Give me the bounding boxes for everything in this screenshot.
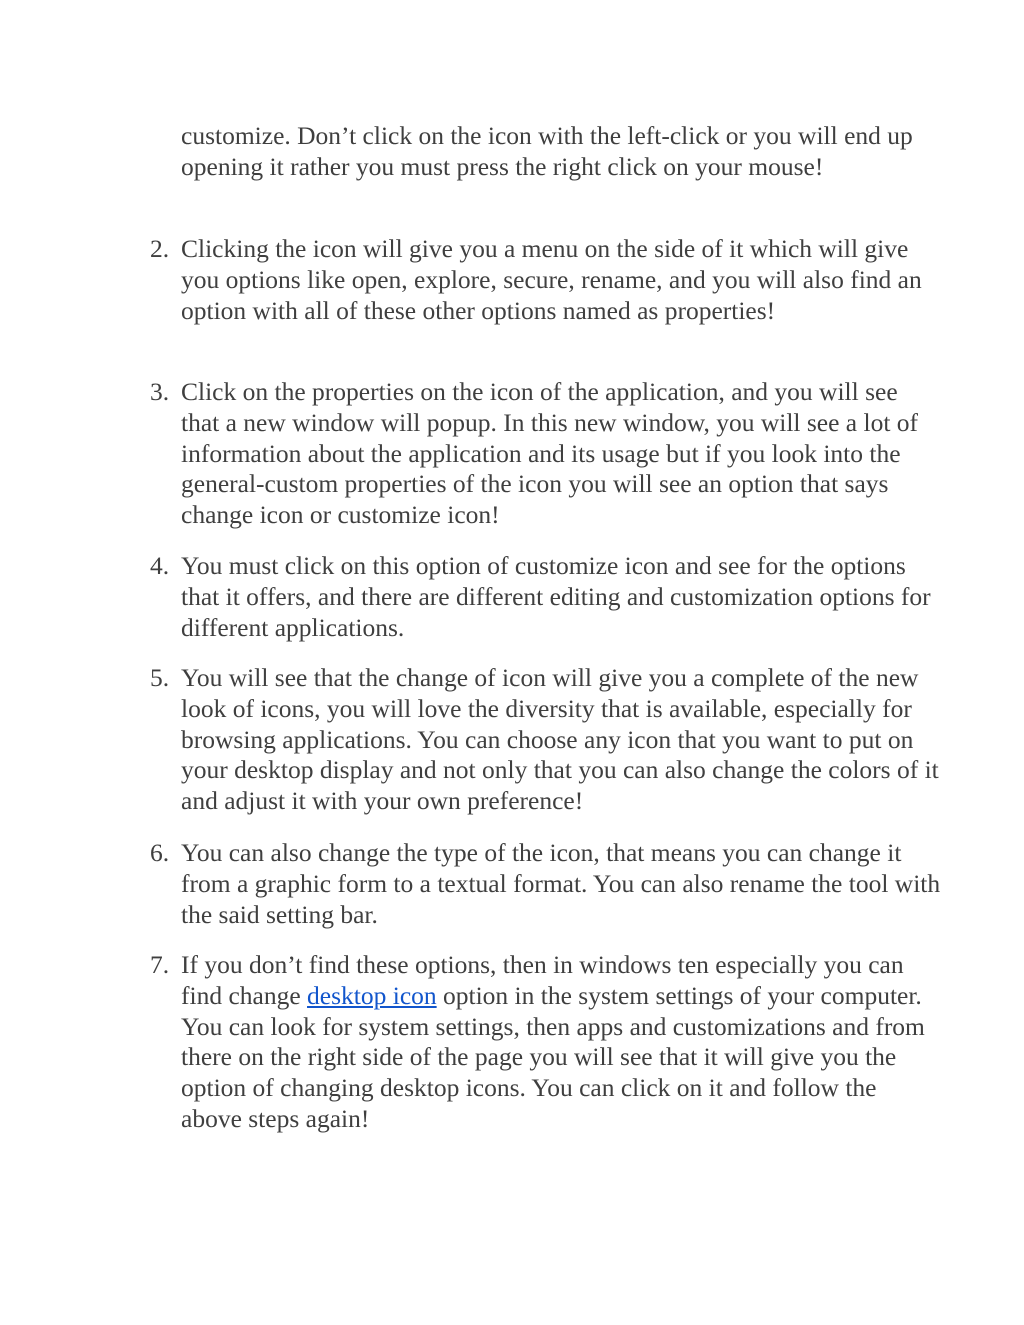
- text-before-link: If you don’t find these options, then in windows ten especially you can find change: [181, 950, 904, 1010]
- list-item-text: You can also change the type of the icon, that means you can change it from a graphic form to a textual format. You can also rename the tool with the said setting bar.: [181, 838, 941, 929]
- list-item-text: Clicking the icon will give you a menu on the side of it which will give you options like open, explore, secure, rename, and you will also find an option with all of these other options named as properties!: [181, 234, 922, 325]
- list-number: 6.: [150, 838, 170, 867]
- text-after-link: option in the system settings of your computer. You can look for system settings, then apps and customizations and from there on the right side of the page you will see that it will give you the option of changing desktop icons. You can click on it and follow the above steps again!: [181, 980, 925, 1133]
- list-number: 5.: [150, 663, 170, 692]
- list-item-text: You must click on this option of customize icon and see for the options that it offers, and there are different editing and customization options for different applications.: [181, 551, 931, 642]
- continued-paragraph: customize. Don’t click on the icon with the left-click or you will end up opening it rather you must press the right click on your mouse!: [181, 121, 913, 181]
- desktop-icon-link[interactable]: desktop icon: [307, 980, 437, 1010]
- list-number: 4.: [150, 551, 170, 580]
- list-item-text: You will see that the change of icon will give you a complete of the new look of icons, you will love the diversity that is available, especially for browsing applications. You can choose any icon that you want to put on your desktop display and not only that you can also change the colors of it and adjust it with your own preference!: [181, 663, 939, 816]
- list-number: 7.: [150, 950, 170, 979]
- list-item-text: [181, 950, 941, 1135]
- list-item-text: Click on the properties on the icon of the application, and you will see that a new window will popup. In this new window, you will see a lot of information about the application and its usage but if you look into the general-custom properties of the icon you will see an option that says change icon or customize icon!: [181, 377, 919, 530]
- list-number: 2.: [150, 234, 170, 263]
- list-number: 3.: [150, 377, 170, 406]
